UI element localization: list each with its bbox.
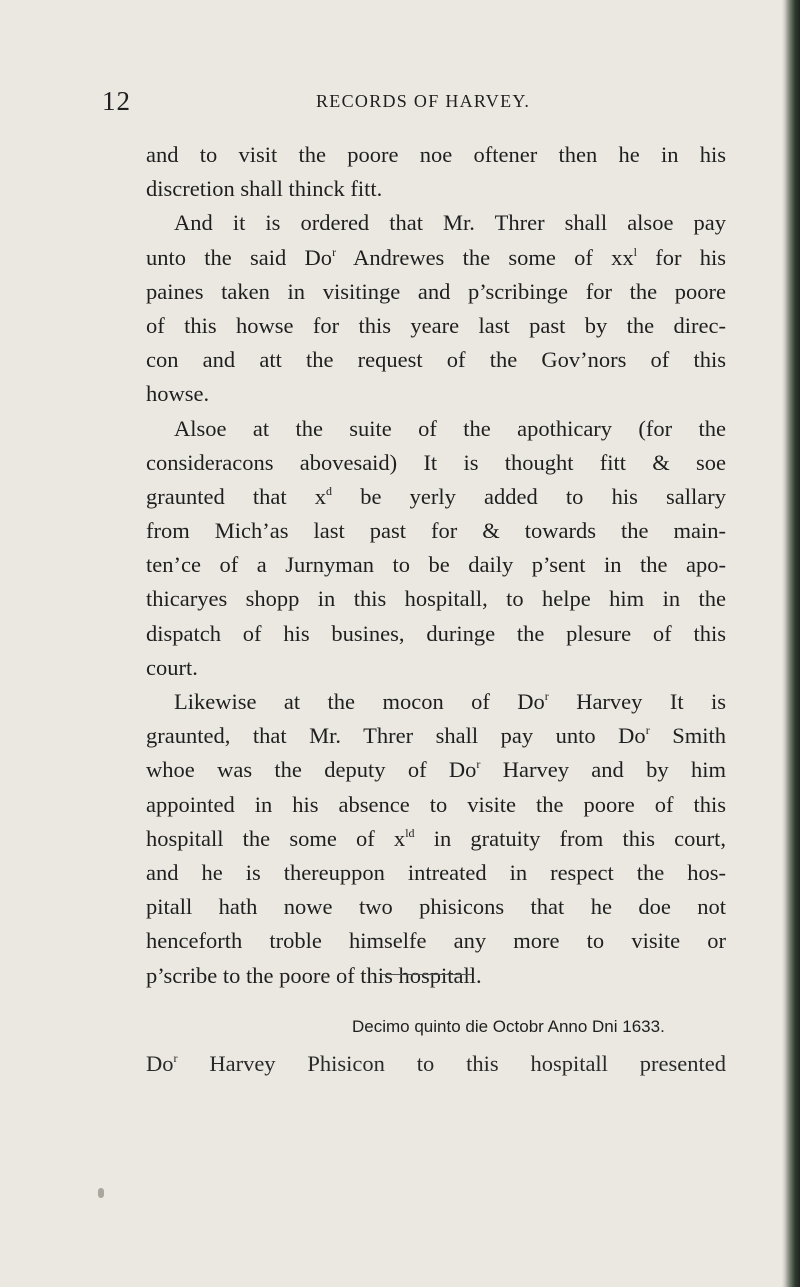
text-line: Alsoe at the suite of the apothicary (for the: [174, 415, 726, 441]
text-line: dispatch of his busines, duringe the plesure of this: [146, 620, 726, 646]
text-line: [146, 822, 726, 856]
text-run: Do: [146, 1051, 174, 1076]
text-line: ten’ce of a Jurnyman to be daily p’sent in the apo-: [146, 552, 726, 578]
text-run: in gratuity from this court,: [414, 825, 726, 851]
text-line: from Mich’as last past for & towards the main-: [146, 518, 726, 544]
book-spine: [786, 0, 800, 1287]
section-divider: [380, 974, 472, 975]
text-line: of this howse for this yeare last past by the direc-: [146, 312, 726, 338]
text-line: court.: [146, 654, 198, 680]
text-line: discretion shall thinck fitt.: [146, 176, 383, 202]
text-run: Andrewes the some of xx: [336, 244, 634, 270]
text-run: be yerly added to his sallary: [332, 483, 726, 509]
text-run: for his: [636, 244, 727, 270]
superscript: d: [326, 483, 333, 498]
text-line: and he is thereuppon intreated in respect the hos-: [146, 859, 726, 885]
text-line: howse.: [146, 381, 210, 407]
text-run: graunted, that Mr. Threr shall pay unto Do: [146, 723, 646, 749]
superscript: r: [544, 689, 549, 703]
text-line: And it is ordered that Mr. Threr shall alsoe pay: [174, 210, 726, 236]
text-line: [146, 753, 726, 787]
running-head: [0, 86, 786, 116]
running-head-title: RECORDS OF HARVEY.: [316, 91, 531, 111]
text-run: Harvey It is: [548, 689, 727, 714]
text-run: Harvey and by him: [480, 757, 726, 783]
superscript: r: [332, 244, 337, 259]
superscript: r: [476, 757, 481, 772]
page-number: 12: [102, 86, 131, 116]
superscript: l: [633, 244, 637, 259]
text-line: con and att the request of the Gov’nors of this: [146, 347, 726, 373]
text-line: thicaryes shopp in this hospitall, to helpe him in the: [146, 586, 726, 612]
text-line: [146, 241, 726, 275]
text-line: consideracons abovesaid) It is thought fitt & soe: [146, 449, 726, 475]
text-line: henceforth troble himselfe any more to visite or: [146, 928, 726, 954]
text-line: [146, 480, 726, 514]
superscript: r: [645, 723, 650, 738]
text-run: Smith: [649, 723, 726, 749]
text-line: p’scribe to the poore of this hospitall.: [146, 962, 482, 988]
text-line: paines taken in visitinge and p’scribinge for the poore: [146, 278, 726, 304]
text-line: [146, 685, 726, 719]
text-run: whoe was the deputy of Do: [146, 757, 477, 783]
superscript: r: [173, 1051, 178, 1065]
text-line: [146, 719, 726, 753]
text-run: Likewise at the mocon of Do: [174, 689, 545, 714]
text-run: Harvey Phisicon to this hospitall presented: [177, 1051, 726, 1076]
superscript: ld: [405, 825, 415, 840]
text-line: and to visit the poore noe oftener then he in his: [146, 142, 726, 167]
text-run: unto the said Do: [146, 244, 333, 270]
paper-speck: [98, 1188, 104, 1198]
text-run: hospitall the some of x: [146, 825, 406, 851]
text-run: graunted that x: [146, 483, 327, 509]
text-line: [146, 1047, 726, 1081]
date-heading: Decimo quinto die Octobr Anno Dni 1633.: [352, 1017, 665, 1036]
text-line: appointed in his absence to visite the poore of this: [146, 791, 726, 817]
body-text: [146, 138, 726, 993]
text-line: pitall hath nowe two phisicons that he doe not: [146, 894, 726, 920]
